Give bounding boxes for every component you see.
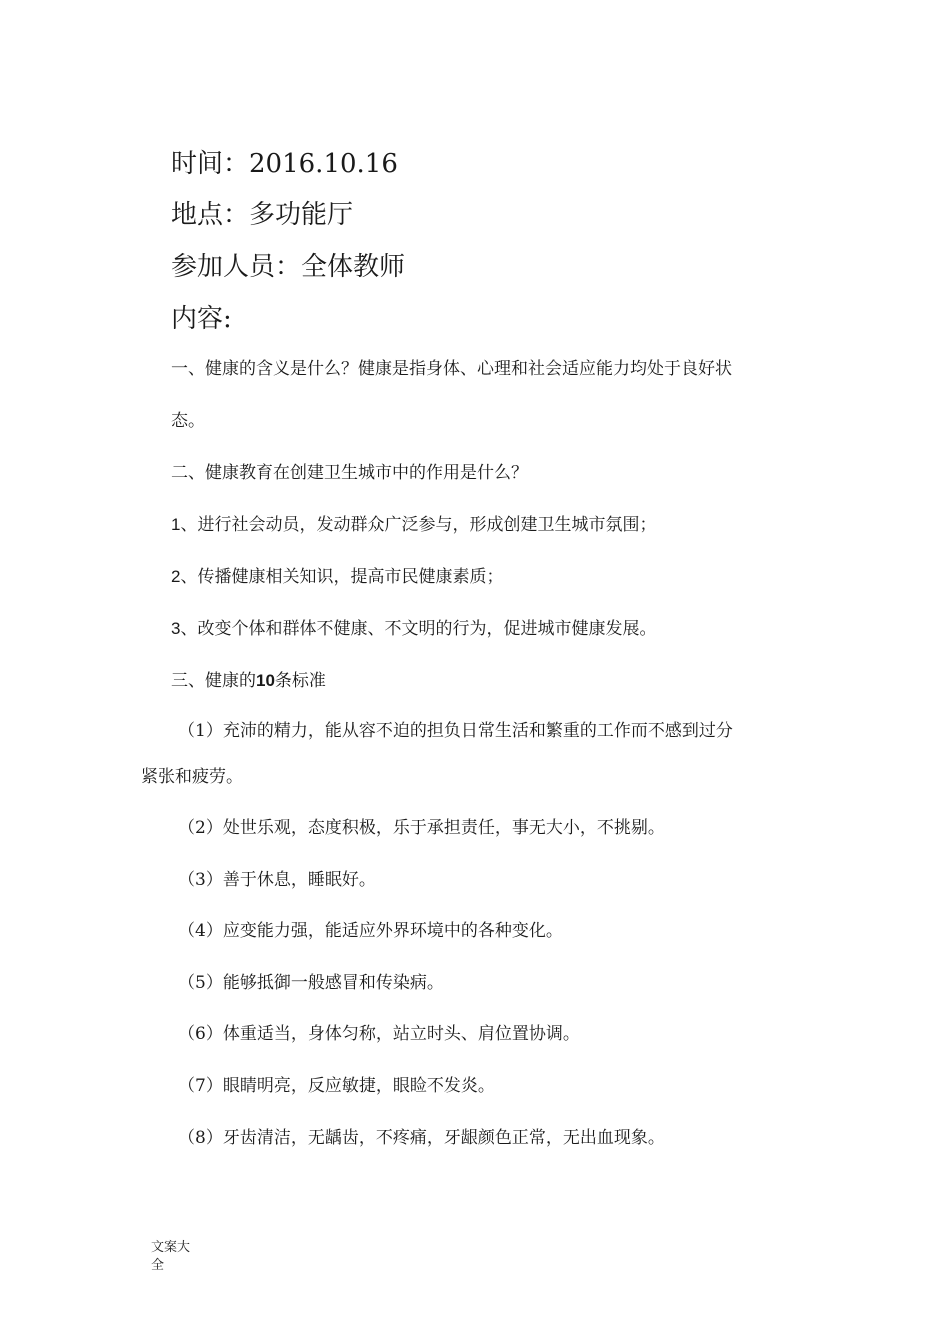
item-label: （5） (178, 973, 223, 993)
item-text: 处世乐观，态度积极，乐于承担责任，事无大小，不挑剔。 (222, 818, 665, 838)
standard-item-8 (178, 1126, 665, 1150)
item-text: 牙齿清洁，无龋齿，不疼痛，牙龈颜色正常，无出血现象。 (222, 1128, 665, 1148)
place-label: 地点： (171, 200, 250, 230)
standard-item-2 (178, 816, 665, 840)
item-number: 1 (171, 515, 181, 534)
item-text: 、进行社会动员，发动群众广泛参与，形成创建卫生城市氛围； (180, 515, 657, 535)
section3-title-number: 10 (256, 671, 275, 690)
standard-item-1-cont: 紧张和疲劳。 (141, 767, 243, 787)
standard-item-4 (178, 919, 563, 943)
section1-line2: 态。 (171, 411, 205, 431)
time-label: 时间： (171, 149, 250, 179)
item-text: 善于休息，睡眠好。 (222, 870, 376, 890)
section1-line1: 一、健康的含义是什么？健康是指身体、心理和社会适应能力均处于良好状 (171, 359, 732, 379)
meeting-time (171, 149, 398, 179)
item-text: 应变能力强，能适应外界环境中的各种变化。 (222, 921, 563, 941)
item-text: 充沛的精力，能从容不迫的担负日常生活和繁重的工作而不感到过分 (222, 721, 733, 741)
item-text: 、传播健康相关知识，提高市民健康素质； (180, 567, 504, 587)
item-label: （6） (178, 1024, 223, 1044)
standard-item-3 (178, 868, 376, 892)
item-text: 、改变个体和群体不健康、不文明的行为，促进城市健康发展。 (180, 619, 657, 639)
item-label: （1） (178, 721, 223, 741)
item-text: 眼睛明亮，反应敏捷，眼睑不发炎。 (222, 1076, 495, 1096)
item-text: 能够抵御一般感冒和传染病。 (222, 973, 444, 993)
item-label: （8） (178, 1128, 223, 1148)
section3-title-suffix: 条标准 (274, 671, 326, 691)
section2-item-3 (171, 617, 656, 641)
item-number: 3 (171, 619, 181, 638)
section3-title-prefix: 三、健康的 (171, 671, 256, 691)
item-text: 体重适当，身体匀称，站立时头、肩位置协调。 (222, 1024, 580, 1044)
item-label: （3） (178, 870, 223, 890)
section3-title (171, 669, 326, 693)
section2-title: 二、健康教育在创建卫生城市中的作用是什么？ (171, 463, 528, 483)
item-label: （2） (178, 818, 223, 838)
attendees-label: 参加人员： (171, 252, 302, 282)
standard-item-6 (178, 1022, 580, 1046)
standard-item-5 (178, 971, 444, 995)
meeting-place (171, 200, 353, 230)
section2-item-2 (171, 565, 503, 589)
attendees-value: 全体教师 (301, 252, 406, 282)
standard-item-7 (178, 1074, 495, 1098)
place-value: 多功能厅 (249, 200, 354, 230)
item-label: （7） (178, 1076, 223, 1096)
standard-item-1 (178, 719, 733, 743)
item-label: （4） (178, 921, 223, 941)
section2-item-1 (171, 513, 656, 537)
meeting-attendees (171, 252, 405, 282)
content-label: 内容: (171, 304, 232, 334)
time-value: 2016.10.16 (249, 149, 398, 179)
item-number: 2 (171, 567, 181, 586)
footer-text: 文案大全 (151, 1240, 191, 1273)
